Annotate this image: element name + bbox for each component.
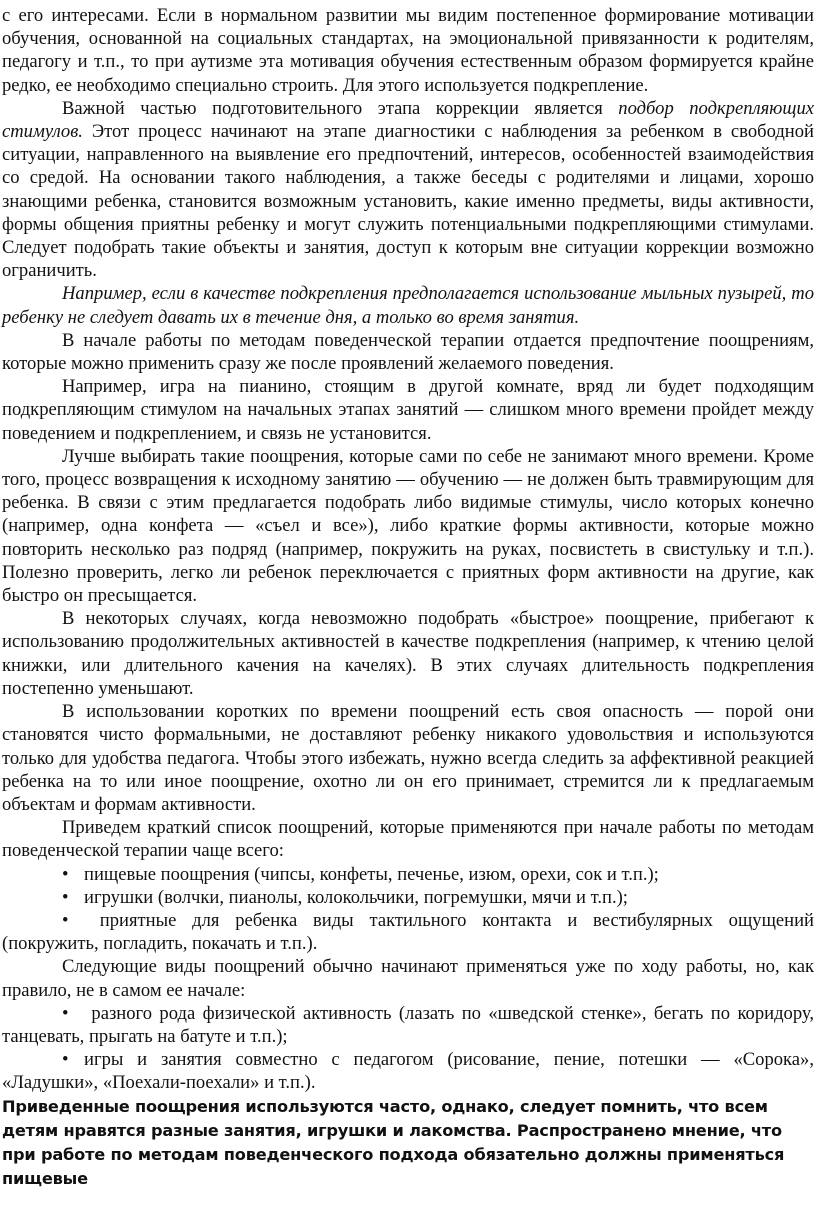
paragraph-7-text: В некоторых случаях, когда невозможно подобрать «быстрое» поощрение, прибегают к использованию продолжительных активностей в качестве подкрепления (например, к чтению целой книжки, или длительного качения на качелях). В этих случаях длительность подкрепления постепенно уменьшают. <box>2 608 814 699</box>
list-item-text: приятные для ребенка виды тактильного контакта и вестибулярных ощущений (покружить, погладить, покачать и т.п.). <box>2 909 814 955</box>
bullet-icon: • <box>62 1002 69 1024</box>
bullet-icon: • <box>62 909 69 931</box>
paragraph-10-text: Следующие виды поощрений обычно начинают применяться уже по ходу работы, но, как правило, не в самом ее начале: <box>2 956 814 1001</box>
paragraph-7 <box>2 607 814 700</box>
bold-paragraph <box>2 1095 814 1191</box>
list-item-text: игрушки (волчки, пианолы, колокольчики, погремушки, мячи и т.п.); <box>84 886 628 908</box>
paragraph-2 <box>2 97 814 283</box>
list-item-text: пищевые поощрения (чипсы, конфеты, печенье, изюм, орехи, сок и т.п.); <box>84 863 659 885</box>
bullet-icon: • <box>62 886 69 908</box>
paragraph-3-example <box>2 282 814 328</box>
paragraph-2-text-a: Важной частью подготовительного этапа коррекции является <box>62 97 619 119</box>
paragraph-1 <box>2 4 814 97</box>
paragraph-8-text: В использовании коротких по времени поощрений есть своя опасность — порой они становятся чисто формальными, не доставляют ребенку никакого удовольствия и используются только для удобства педагога. Чтобы этого избежать, нужно всегда следить за аффективной реакцией ребенка на то или иное поощрение, охотно ли он его принимает, стремится ли к предлагаемым объектам и формам активности. <box>2 701 814 815</box>
paragraph-5 <box>2 375 814 445</box>
paragraph-4-text: В начале работы по методам поведенческой терапии отдается предпочтение поощрениям, которые можно применить сразу же после проявлений желаемого поведения. <box>2 329 814 375</box>
paragraph-5-text: Например, игра на пианино, стоящим в другой комнате, вряд ли будет подходящим подкрепляющим стимулом на начальных этапах занятий — слишком много времени пройдет между поведением и подкреплением, и связь не установится. <box>2 376 814 444</box>
bold-paragraph-text: Приведенные поощрения используются часто, однако, следует помнить, что всем детям нравятся разные занятия, игрушки и лакомства. Распространено мнение, что при работе по методам поведенческого подхода обязательно должны применяться пищевые <box>2 1096 785 1188</box>
paragraph-9-text: Приведем краткий список поощрений, которые применяются при начале работы по методам поведенческой терапии чаще всего: <box>2 817 814 862</box>
list-item <box>2 886 814 909</box>
paragraph-2-text-b: Этот процесс начинают на этапе диагностики с наблюдения за ребенком в свободной ситуации, направленного на выявление его предпочтений, интересов, особенностей взаимодействия со средой. На основании такого наблюдения, а также беседы с родителями и лицами, хорошо знающими ребенка, становится возможным установить, какие именно предметы, виды активности, формы общения приятны ребенку и могут служить потенциальными подкрепляющими стимулами. Следует подобрать такие объекты и занятия, доступ к которым вне ситуации коррекции возможно ограничить. <box>2 121 814 282</box>
list-item <box>2 1048 814 1094</box>
paragraph-10 <box>2 955 814 1001</box>
list-item <box>2 863 814 886</box>
paragraph-9 <box>2 816 814 862</box>
list-item-text: разного рода физической активность (лазать по «шведской стенке», бегать по коридору, танцевать, прыгать на батуте и т.п.); <box>2 1002 814 1047</box>
list-item-text: игры и занятия совместно с педагогом (рисование, пение, потешки — «Сорока», «Ладушки», «Поехали-поехали» и т.п.). <box>2 1049 814 1094</box>
paragraph-2-emphasis: подбор подкрепляющих стимулов. <box>2 97 814 143</box>
paragraph-6-text: Лучше выбирать такие поощрения, которые сами по себе не занимают много времени. Кроме того, процесс возвращения к исходному занятию — обучению — не должен быть травмирующим для ребенка. В связи с этим предлагается подобрать либо видимые стимулы, число которых конечно (например, одна конфета — «съел и все»), либо краткие формы активности, которые можно повторить несколько раз подряд (например, покружить на руках, посвистеть в свистульку и т.п.). Полезно проверить, легко ли ребенок переключается с приятных форм активности на другие, как быстро он пресыщается. <box>2 445 814 607</box>
bullet-icon: • <box>62 863 69 885</box>
paragraph-4 <box>2 329 814 375</box>
paragraph-6 <box>2 445 814 607</box>
paragraph-3-text: Например, если в качестве подкрепления предполагается использование мыльных пузырей, то ребенку не следует давать их в течение дня, а только во время занятия. <box>2 283 814 328</box>
list-item <box>2 909 814 955</box>
paragraph-1-text: с его интересами. Если в нормальном развитии мы видим постепенное формирование мотивации обучения, основанной на социальных стандартах, на эмоциональной привязанности к родителям, педагогу и т.п., то при аутизме эта мотивация обучения естественным образом формируется крайне редко, ее необходимо специально строить. Для этого используется подкрепление. <box>2 5 814 96</box>
bullet-icon: • <box>62 1049 69 1071</box>
list-item <box>2 1002 814 1048</box>
paragraph-8 <box>2 700 814 816</box>
